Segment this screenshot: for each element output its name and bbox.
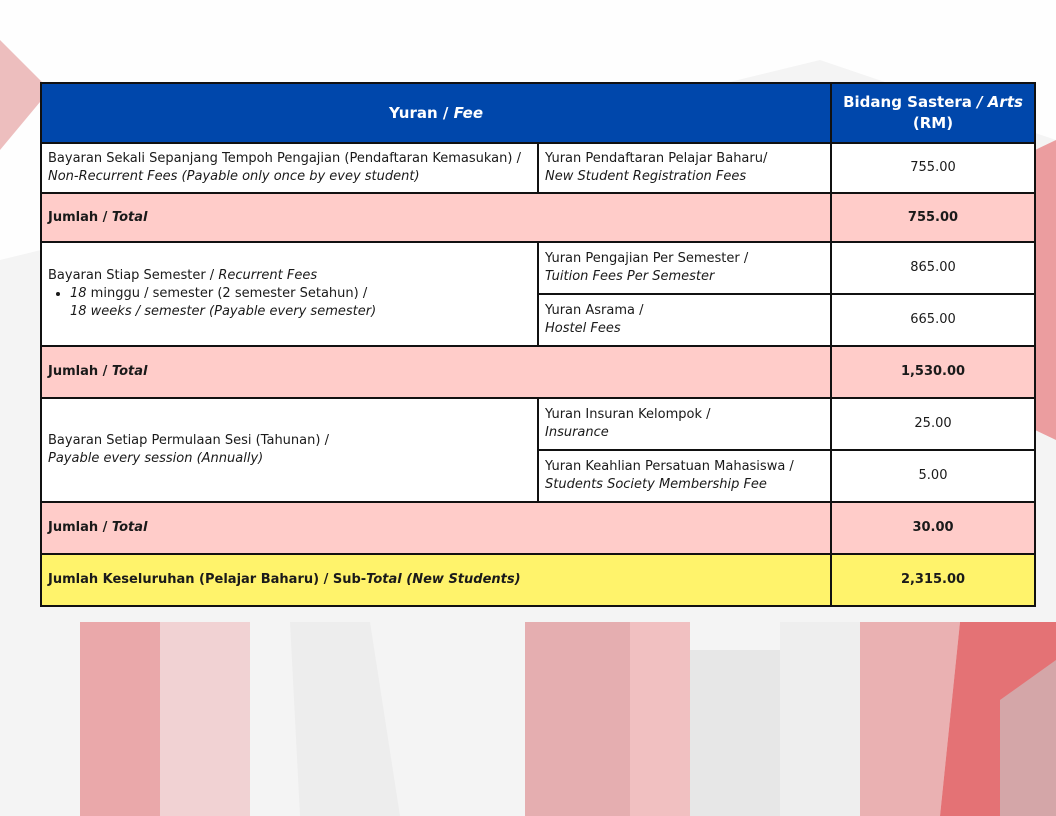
item-text-italic: Insurance	[545, 425, 609, 440]
fee-table	[40, 82, 1036, 607]
item-cell-hostel-fee	[538, 294, 831, 346]
amount-cell: 25.00	[831, 398, 1035, 450]
fee-header-italic: Fee	[453, 103, 484, 122]
total-label-cell	[41, 346, 831, 398]
amount-cell: 5.00	[831, 450, 1035, 502]
total-row	[41, 346, 1035, 398]
arts-column-header	[831, 83, 1035, 143]
item-text: Yuran Pendaftaran Pelajar Baharu/	[545, 151, 768, 166]
total-row	[41, 193, 1035, 242]
table-row	[41, 143, 1035, 193]
item-cell-tuition-fee	[538, 242, 831, 294]
weeks-number: 18	[70, 286, 87, 301]
amount-cell: 755.00	[831, 143, 1035, 193]
total-label-italic: Total	[111, 520, 148, 535]
category-text-italic: Recurrent Fees	[218, 268, 318, 283]
item-cell-society-fee	[538, 450, 831, 502]
arts-header-main: Bidang Sastera	[843, 93, 978, 111]
amount-cell: 865.00	[831, 242, 1035, 294]
weeks-text: minggu / semester (2 semester Setahun) /	[86, 286, 368, 301]
table-header-row	[41, 83, 1035, 143]
total-amount-cell: 30.00	[831, 502, 1035, 554]
item-cell-insurance	[538, 398, 831, 450]
item-text-italic: Students Society Membership Fee	[545, 477, 767, 492]
category-text: Bayaran Setiap Permulaan Sesi (Tahunan) /	[48, 433, 329, 448]
grand-total-amount-cell: 2,315.00	[831, 554, 1035, 606]
total-row	[41, 502, 1035, 554]
total-amount-cell: 755.00	[831, 193, 1035, 242]
category-cell-recurrent	[41, 242, 538, 346]
total-label: Jumlah /	[48, 209, 112, 225]
category-text-italic: Non-Recurrent Fees (Payable only once by evey student)	[48, 169, 420, 184]
table-row	[41, 242, 1035, 294]
fee-column-header	[41, 83, 831, 143]
grand-total-label-cell	[41, 554, 831, 606]
fee-header-main: Yuran /	[389, 103, 454, 122]
item-text: Yuran Keahlian Persatuan Mahasiswa /	[545, 459, 794, 474]
total-amount-cell: 1,530.00	[831, 346, 1035, 398]
category-text: Bayaran Sekali Sepanjang Tempoh Pengajian (Pendaftaran Kemasukan) /	[48, 151, 521, 166]
total-label: Jumlah /	[48, 364, 112, 379]
item-cell-registration-fee	[538, 143, 831, 193]
total-label-cell	[41, 193, 831, 242]
category-cell-annual	[41, 398, 538, 502]
grand-total-row	[41, 554, 1035, 606]
item-text: Yuran Asrama /	[545, 303, 644, 318]
item-text-italic: New Student Registration Fees	[545, 169, 747, 184]
total-label-italic: Total	[111, 364, 148, 379]
arts-header-italic: / Arts	[977, 93, 1023, 111]
list-item	[70, 285, 531, 321]
category-text-italic: Payable every session (Annually)	[48, 451, 264, 466]
total-label-italic: Total	[111, 209, 148, 225]
arts-header-unit: (RM)	[912, 114, 954, 132]
category-text: Bayaran Stiap Semester /	[48, 268, 219, 283]
semester-bullet-list	[48, 285, 531, 321]
item-text: Yuran Insuran Kelompok /	[545, 407, 711, 422]
item-text-italic: Hostel Fees	[545, 321, 621, 336]
total-label-cell	[41, 502, 831, 554]
item-text-italic: Tuition Fees Per Semester	[545, 269, 715, 284]
item-text: Yuran Pengajian Per Semester /	[545, 251, 749, 266]
weeks-text-italic: 18 weeks / semester (Payable every semester)	[70, 304, 377, 319]
category-cell-non-recurrent	[41, 143, 538, 193]
grand-total-label-italic: Total (New Students)	[366, 572, 521, 587]
grand-total-label: Jumlah Keseluruhan (Pelajar Baharu) / Sub-	[48, 572, 367, 587]
total-label: Jumlah /	[48, 520, 112, 535]
amount-cell: 665.00	[831, 294, 1035, 346]
table-row	[41, 398, 1035, 450]
